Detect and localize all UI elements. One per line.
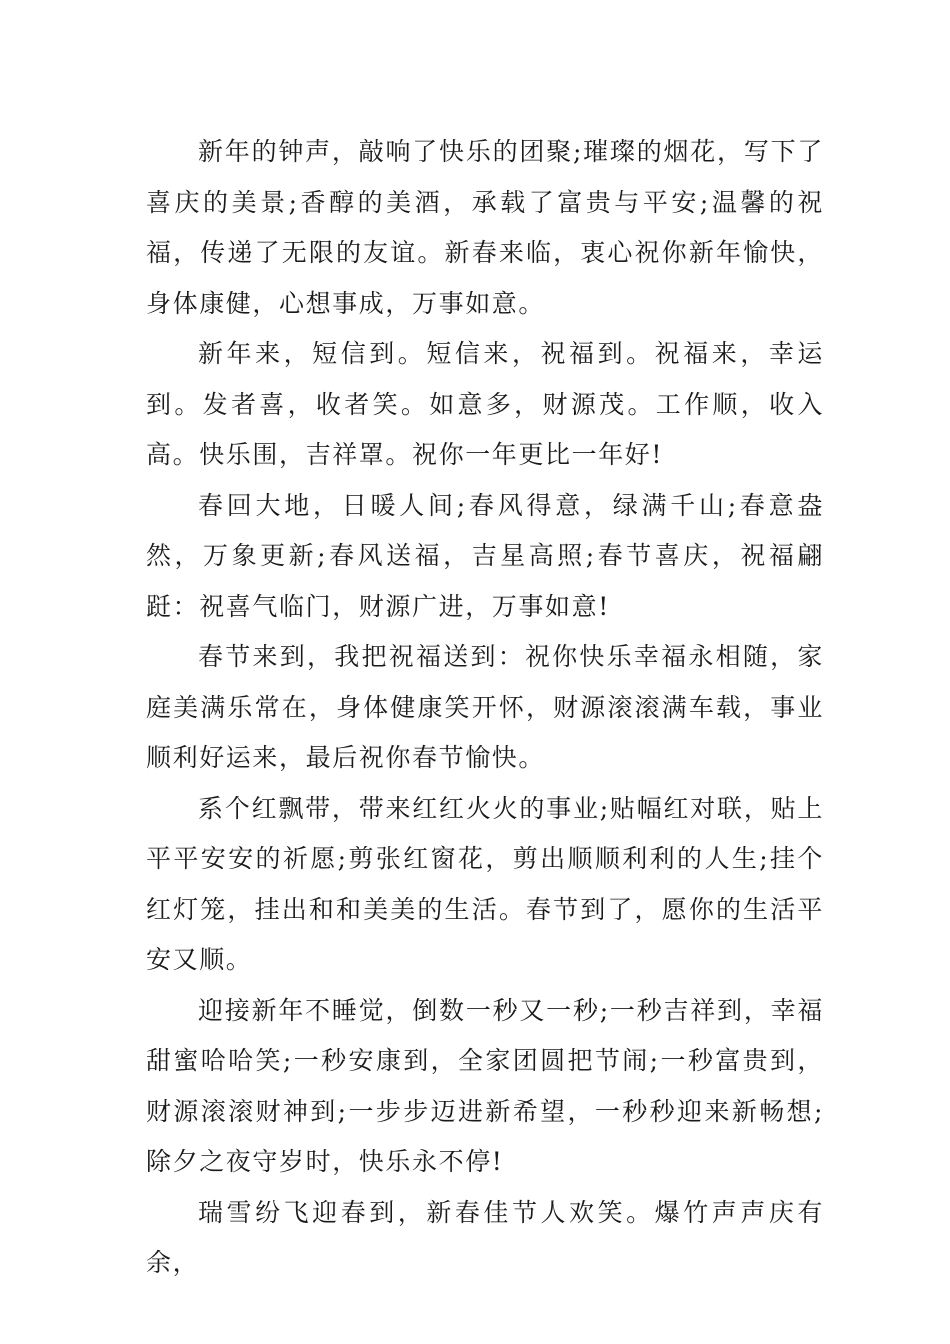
paragraph-1: 新年的钟声，敲响了快乐的团聚;璀璨的烟花，写下了喜庆的美景;香醇的美酒，承载了富贵与平安;温馨的祝福，传递了无限的友谊。新春来临，衷心祝你新年愉快，身体康健，心想事成，万事如意。 [146, 137, 824, 318]
paragraph-7: 瑞雪纷飞迎春到，新春佳节人欢笑。爆竹声声庆有余， [146, 1197, 824, 1277]
paragraph-5: 系个红飘带，带来红红火火的事业;贴幅红对联，贴上平平安安的祈愿;剪张红窗花，剪出顺顺利利的人生;挂个红灯笼，挂出和和美美的生活。春节到了，愿你的生活平安又顺。 [146, 793, 824, 974]
paragraph-2: 新年来，短信到。短信来，祝福到。祝福来，幸运到。发者喜，收者笑。如意多，财源茂。工作顺，收入高。快乐围，吉祥罩。祝你一年更比一年好! [146, 339, 824, 469]
paragraph-4: 春节来到，我把祝福送到：祝你快乐幸福永相随，家庭美满乐常在，身体健康笑开怀，财源滚滚满车载，事业顺利好运来，最后祝你春节愉快。 [146, 642, 824, 772]
document-body [146, 127, 824, 1289]
paragraph-3: 春回大地，日暖人间;春风得意，绿满千山;春意盎然，万象更新;春风送福，吉星高照;春节喜庆，祝福翩跹：祝喜气临门，财源广进，万事如意! [146, 490, 824, 621]
paragraph-6: 迎接新年不睡觉，倒数一秒又一秒;一秒吉祥到，幸福甜蜜哈哈笑;一秒安康到，全家团圆把节闹;一秒富贵到，财源滚滚财神到;一步步迈进新希望，一秒秒迎来新畅想;除夕之夜守岁时，快乐永不停! [146, 995, 824, 1176]
